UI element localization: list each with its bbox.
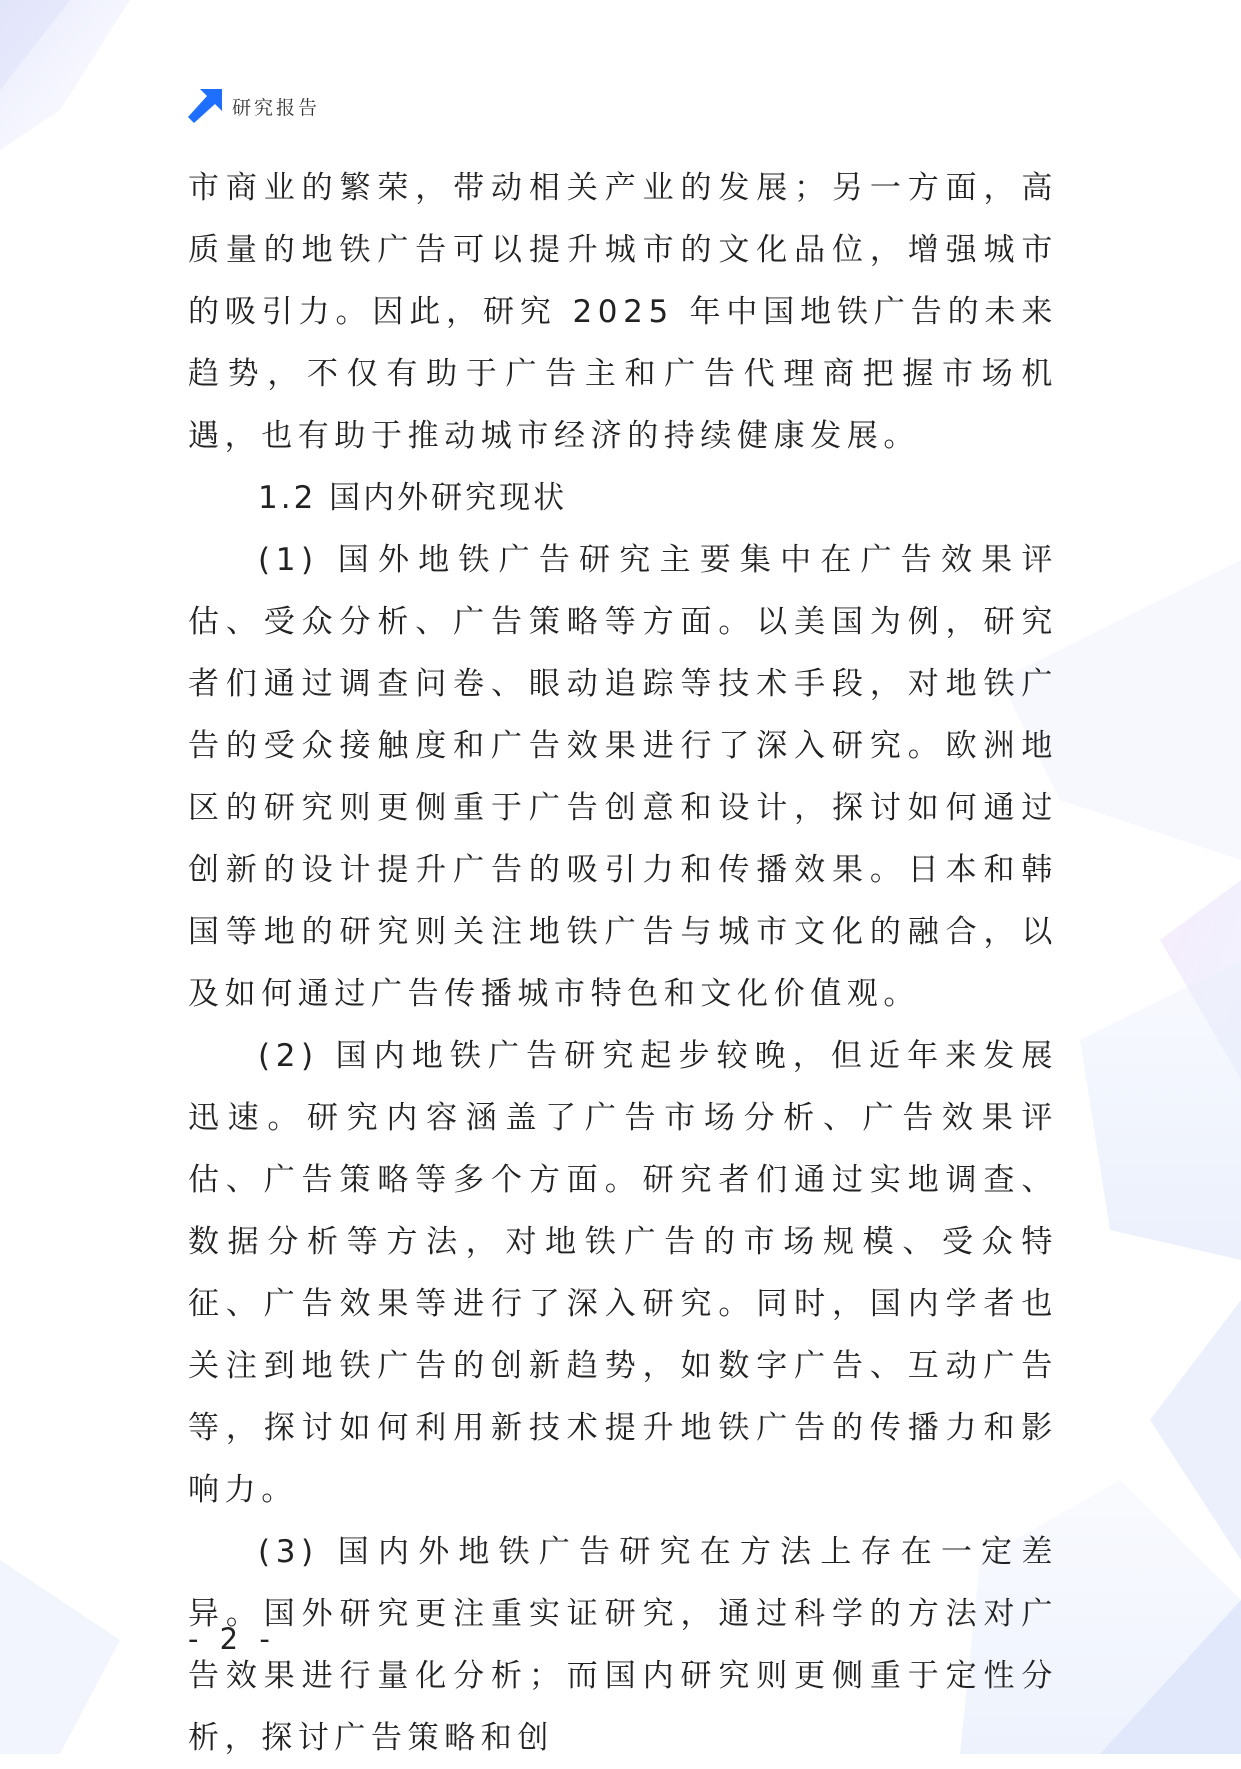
section-heading: 1.2 国内外研究现状 xyxy=(258,480,568,516)
page-number: - 2 - xyxy=(188,1622,276,1656)
paragraph-continuation: 市商业的繁荣，带动相关产业的发展；另一方面，高质量的地铁广告可以提升城市的文化品位，增强城市的吸引力。因此，研究 2025 年中国地铁广告的未来趋势，不仅有助于广告主和广告代理商把握市场机遇，也有助于推动城市经济的持续健康发展。 xyxy=(188,170,1058,454)
paragraph-domestic-research: (2) 国内地铁广告研究起步较晚，但近年来发展迅速。研究内容涵盖了广告市场分析、广告效果评估、广告策略等多个方面。研究者们通过实地调查、数据分析等方法，对地铁广告的市场规模、受众特征、广告效果等进行了深入研究。同时，国内学者也关注到地铁广告的创新趋势，如数字广告、互动广告等，探讨如何利用新技术提升地铁广告的传播力和影响力。 xyxy=(188,1038,1058,1508)
arrow-up-right-icon xyxy=(188,89,222,123)
paragraph-foreign-research: (1) 国外地铁广告研究主要集中在广告效果评估、受众分析、广告策略等方面。以美国为例，研究者们通过调查问卷、眼动追踪等技术手段，对地铁广告的受众接触度和广告效果进行了深入研究。欧洲地区的研究则更侧重于广告创意和设计，探讨如何通过创新的设计提升广告的吸引力和传播效果。日本和韩国等地的研究则关注地铁广告与城市文化的融合，以及如何通过广告传播城市特色和文化价值观。 xyxy=(188,542,1058,1012)
document-body xyxy=(188,157,1058,1769)
paragraph-method-differences: (3) 国内外地铁广告研究在方法上存在一定差异。国外研究更注重实证研究，通过科学的方法对广告效果进行量化分析；而国内研究则更侧重于定性分析，探讨广告策略和创 xyxy=(188,1534,1058,1756)
report-header xyxy=(188,88,320,124)
header-title: 研究报告 xyxy=(232,96,321,119)
